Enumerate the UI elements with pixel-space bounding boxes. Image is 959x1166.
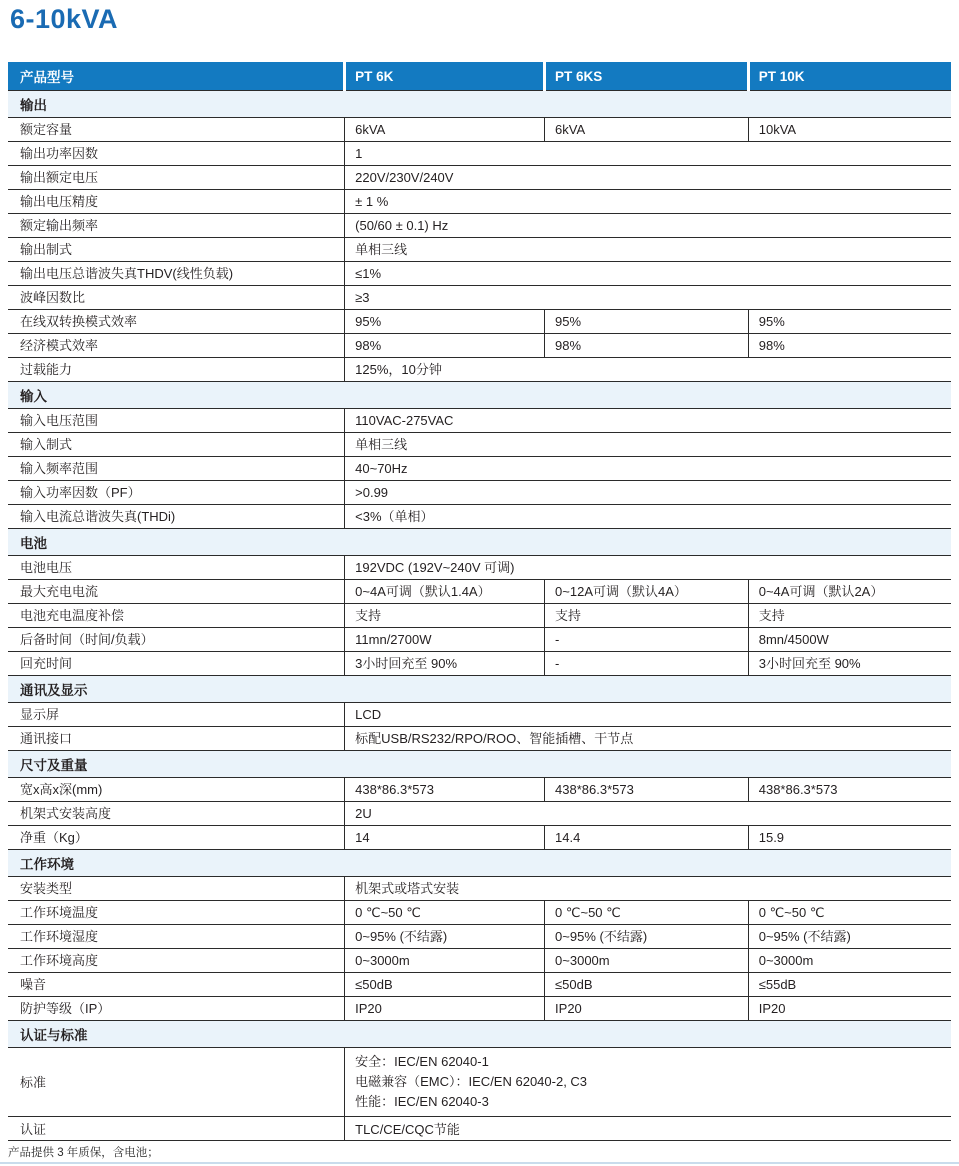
spec-label: 额定输出频率 [8, 214, 345, 238]
spec-label: 过载能力 [8, 358, 345, 382]
section-header-row [8, 529, 951, 556]
spec-value: 0~3000m [345, 949, 545, 973]
spec-row [8, 901, 951, 925]
section-title: 通讯及显示 [8, 676, 951, 703]
spec-value: >0.99 [345, 481, 951, 505]
spec-value: - [545, 628, 749, 652]
spec-label: 输入制式 [8, 433, 345, 457]
spec-value: 0~3000m [748, 949, 951, 973]
spec-label: 认证 [8, 1117, 345, 1141]
spec-row [8, 580, 951, 604]
spec-value: ± 1 % [345, 190, 951, 214]
spec-row [8, 457, 951, 481]
spec-value: 95% [345, 310, 545, 334]
spec-value: 438*86.3*573 [345, 778, 545, 802]
table-body [8, 91, 951, 1141]
spec-row [8, 214, 951, 238]
spec-value: ≤50dB [545, 973, 749, 997]
spec-value: 机架式或塔式安装 [345, 877, 951, 901]
spec-value: 438*86.3*573 [545, 778, 749, 802]
spec-row [8, 556, 951, 580]
spec-value-line: 安全：IEC/EN 62040-1 [355, 1054, 489, 1069]
section-title: 电池 [8, 529, 951, 556]
spec-label: 回充时间 [8, 652, 345, 676]
spec-row [8, 778, 951, 802]
spec-value: IP20 [345, 997, 545, 1021]
spec-value: IP20 [748, 997, 951, 1021]
spec-value: 3小时回充至 90% [345, 652, 545, 676]
section-header-row [8, 91, 951, 118]
column-header-pt10k: PT 10K [748, 62, 951, 91]
spec-row [8, 238, 951, 262]
section-title: 输入 [8, 382, 951, 409]
spec-label: 波峰因数比 [8, 286, 345, 310]
spec-value: LCD [345, 703, 951, 727]
spec-row [8, 973, 951, 997]
section-title: 工作环境 [8, 850, 951, 877]
spec-value: <3%（单相） [345, 505, 951, 529]
bottom-divider [0, 1162, 959, 1164]
spec-label: 防护等级（IP） [8, 997, 345, 1021]
spec-value: 0 ℃~50 ℃ [345, 901, 545, 925]
spec-value: 0~95% (不结露) [748, 925, 951, 949]
spec-label: 后备时间（时间/负载） [8, 628, 345, 652]
spec-row [8, 1048, 951, 1117]
spec-label: 工作环境湿度 [8, 925, 345, 949]
spec-value: ≤55dB [748, 973, 951, 997]
spec-label: 输出额定电压 [8, 166, 345, 190]
spec-label: 输入电流总谐波失真(THDi) [8, 505, 345, 529]
spec-value: 95% [545, 310, 749, 334]
section-header-row [8, 382, 951, 409]
spec-value: 单相三线 [345, 238, 951, 262]
spec-label: 输出功率因数 [8, 142, 345, 166]
spec-value: (50/60 ± 0.1) Hz [345, 214, 951, 238]
spec-value: 0~3000m [545, 949, 749, 973]
column-header-pt6k: PT 6K [345, 62, 545, 91]
spec-label: 输出制式 [8, 238, 345, 262]
spec-label: 标准 [8, 1048, 345, 1117]
section-header-row [8, 751, 951, 778]
spec-row [8, 826, 951, 850]
spec-label: 宽x高x深(mm) [8, 778, 345, 802]
spec-label: 安装类型 [8, 877, 345, 901]
spec-row [8, 949, 951, 973]
spec-label: 工作环境温度 [8, 901, 345, 925]
spec-label: 电池电压 [8, 556, 345, 580]
spec-label: 经济模式效率 [8, 334, 345, 358]
spec-label: 在线双转换模式效率 [8, 310, 345, 334]
spec-value: 8mn/4500W [748, 628, 951, 652]
spec-value: ≤50dB [345, 973, 545, 997]
spec-row [8, 727, 951, 751]
spec-label: 输入频率范围 [8, 457, 345, 481]
spec-value: 支持 [545, 604, 749, 628]
spec-value: 98% [345, 334, 545, 358]
column-header-model-label: 产品型号 [8, 62, 345, 91]
spec-row [8, 166, 951, 190]
spec-value: 220V/230V/240V [345, 166, 951, 190]
spec-row [8, 997, 951, 1021]
spec-value: - [545, 652, 749, 676]
spec-row [8, 409, 951, 433]
spec-value: TLC/CE/CQC节能 [345, 1117, 951, 1141]
spec-value: ≤1% [345, 262, 951, 286]
spec-row [8, 433, 951, 457]
spec-value: 14.4 [545, 826, 749, 850]
spec-row [8, 190, 951, 214]
spec-value: 15.9 [748, 826, 951, 850]
spec-label: 机架式安装高度 [8, 802, 345, 826]
spec-row [8, 310, 951, 334]
spec-label: 输出电压精度 [8, 190, 345, 214]
spec-value: 40~70Hz [345, 457, 951, 481]
spec-value: ≥3 [345, 286, 951, 310]
spec-value: 0~95% (不结露) [345, 925, 545, 949]
spec-row [8, 286, 951, 310]
spec-value: 10kVA [748, 118, 951, 142]
spec-row [8, 481, 951, 505]
spec-label: 输出电压总谐波失真THDV(线性负载) [8, 262, 345, 286]
spec-value: 438*86.3*573 [748, 778, 951, 802]
spec-value: 0~4A可调（默认1.4A） [345, 580, 545, 604]
spec-row [8, 628, 951, 652]
page-title: 6-10kVA [10, 4, 119, 34]
spec-value: 0~95% (不结露) [545, 925, 749, 949]
product-spec-table [8, 62, 951, 1141]
spec-value: 支持 [345, 604, 545, 628]
section-header-row [8, 1021, 951, 1048]
table-header-row [8, 62, 951, 91]
spec-value-line: 电磁兼容（EMC）：IEC/EN 62040-2, C3 [355, 1074, 588, 1090]
spec-value: 2U [345, 802, 951, 826]
spec-value: 0 ℃~50 ℃ [748, 901, 951, 925]
spec-value: 192VDC (192V~240V 可调) [345, 556, 951, 580]
spec-row [8, 334, 951, 358]
spec-label: 净重（Kg） [8, 826, 345, 850]
spec-value: IP20 [545, 997, 749, 1021]
spec-label: 输入功率因数（PF） [8, 481, 345, 505]
spec-row [8, 262, 951, 286]
section-title: 尺寸及重量 [8, 751, 951, 778]
spec-value: 110VAC-275VAC [345, 409, 951, 433]
spec-row [8, 604, 951, 628]
section-title: 认证与标准 [8, 1021, 951, 1048]
spec-value: 0~4A可调（默认2A） [748, 580, 951, 604]
spec-label: 电池充电温度补偿 [8, 604, 345, 628]
spec-row [8, 802, 951, 826]
spec-value: 11mn/2700W [345, 628, 545, 652]
spec-row [8, 652, 951, 676]
spec-label: 额定容量 [8, 118, 345, 142]
spec-row [8, 877, 951, 901]
spec-value: 单相三线 [345, 433, 951, 457]
spec-row [8, 703, 951, 727]
spec-value: 98% [545, 334, 749, 358]
column-header-pt6ks: PT 6KS [545, 62, 749, 91]
spec-value [345, 1048, 951, 1117]
spec-value: 1 [345, 142, 951, 166]
spec-row [8, 142, 951, 166]
spec-label: 输入电压范围 [8, 409, 345, 433]
spec-label: 工作环境高度 [8, 949, 345, 973]
spec-row [8, 1117, 951, 1141]
spec-label: 噪音 [8, 973, 345, 997]
section-title: 输出 [8, 91, 951, 118]
spec-value: 14 [345, 826, 545, 850]
spec-value: 6kVA [345, 118, 545, 142]
spec-row [8, 118, 951, 142]
spec-label: 显示屏 [8, 703, 345, 727]
spec-value-line: 性能：IEC/EN 62040-3 [355, 1094, 489, 1110]
spec-value: 3小时回充至 90% [748, 652, 951, 676]
spec-row [8, 505, 951, 529]
spec-row [8, 925, 951, 949]
footer-note: 产品提供 3 年质保，含电池； [8, 1147, 159, 1159]
spec-label: 通讯接口 [8, 727, 345, 751]
spec-value: 95% [748, 310, 951, 334]
spec-value: 0 ℃~50 ℃ [545, 901, 749, 925]
spec-value: 125%，10分钟 [345, 358, 951, 382]
spec-value: 支持 [748, 604, 951, 628]
section-header-row [8, 676, 951, 703]
spec-value: 98% [748, 334, 951, 358]
spec-label: 最大充电电流 [8, 580, 345, 604]
section-header-row [8, 850, 951, 877]
spec-value: 6kVA [545, 118, 749, 142]
spec-value: 0~12A可调（默认4A） [545, 580, 749, 604]
spec-row [8, 358, 951, 382]
spec-value: 标配USB/RS232/RPO/ROO、智能插槽、干节点 [345, 727, 951, 751]
